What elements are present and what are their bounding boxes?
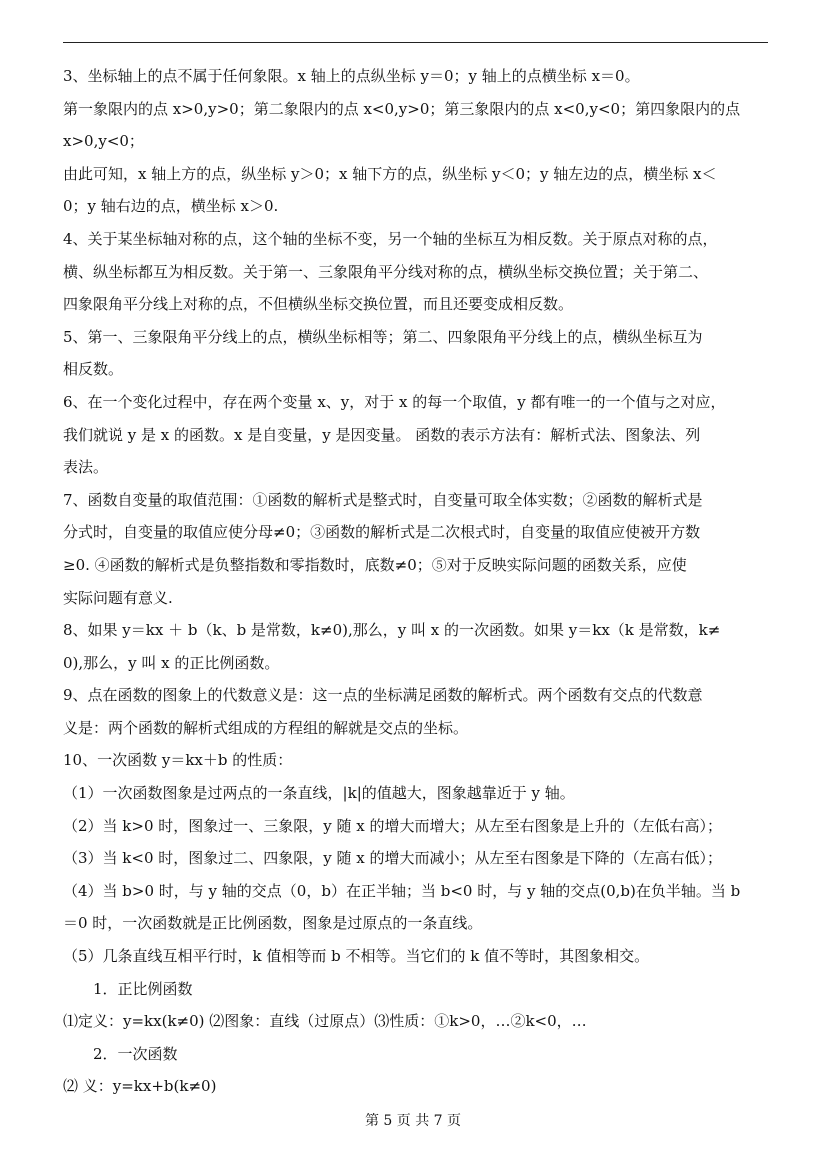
text-line: 横、纵坐标都互为相反数。关于第一、三象限角平分线对称的点，横纵坐标交换位置；关于第二、 — [63, 262, 709, 281]
text-line: 0；y 轴右边的点，横坐标 x＞0. — [63, 197, 279, 216]
text-line: 相反数。 — [63, 360, 124, 379]
section-heading: 1．正比例函数 — [93, 979, 193, 998]
text-line: 分式时，自变量的取值应使分母≠0；③函数的解析式是二次根式时，自变量的取值应使被开方数 — [63, 523, 701, 542]
text-line: 7、函数自变量的取值范围：①函数的解析式是整式时，自变量可取全体实数；②函数的解析式是 — [63, 490, 703, 509]
text-line: （4）当 b>0 时，与 y 轴的交点（0，b）在正半轴；当 b<0 时，与 y 轴的交点(0,b)在负半轴。当 b — [63, 881, 741, 900]
text-line: 10、一次函数 y＝kx＋b 的性质： — [63, 751, 293, 770]
text-line: 义是：两个函数的解析式组成的方程组的解就是交点的坐标。 — [63, 718, 469, 737]
text-line: （5）几条直线互相平行时，k 值相等而 b 不相等。当它们的 k 值不等时，其图象相交。 — [63, 947, 650, 966]
text-line: 第一象限内的点 x>0,y>0；第二象限内的点 x<0,y>0；第三象限内的点 x<0,y<0；第四象限内的点 — [63, 99, 741, 118]
text-line: ＝0 时，一次函数就是正比例函数，图象是过原点的一条直线。 — [63, 914, 483, 933]
text-line: 8、如果 y＝kx ＋ b（k、b 是常数，k≠0),那么，y 叫 x 的一次函数。如果 y＝kx（k 是常数，k≠ — [63, 621, 721, 640]
text-line: 四象限角平分线上对称的点，不但横纵坐标交换位置，而且还要变成相反数。 — [63, 295, 574, 314]
text-line: ⑴定义：y=kx(k≠0) ⑵图象：直线（过原点）⑶性质：①k>0，…②k<0，… — [63, 1012, 587, 1031]
text-line: （3）当 k<0 时，图象过二、四象限，y 随 x 的增大而减小；从左至右图象是下降的（左高右低）； — [63, 849, 723, 868]
text-line: 0),那么，y 叫 x 的正比例函数。 — [63, 653, 280, 672]
text-line: （2）当 k>0 时，图象过一、三象限，y 随 x 的增大而增大；从左至右图象是上升的（左低右高）； — [63, 816, 723, 835]
text-line: （1）一次函数图象是过两点的一条直线，|k|的值越大，图象越靠近于 y 轴。 — [63, 784, 575, 803]
body-text — [63, 60, 771, 1103]
text-line: x>0,y<0； — [63, 132, 144, 151]
header-rule — [63, 42, 768, 43]
text-line: 9、点在函数的图象上的代数意义是：这一点的坐标满足函数的解析式。两个函数有交点的代数意 — [63, 686, 703, 705]
text-line: ⑵ 义：y=kx+b(k≠0) — [63, 1077, 217, 1096]
text-line: 4、关于某坐标轴对称的点，这个轴的坐标不变，另一个轴的坐标互为相反数。关于原点对称的点， — [63, 229, 718, 248]
text-line: 我们就说 y 是 x 的函数。x 是自变量，y 是因变量。 函数的表示方法有：解析式法、图象法、列 — [63, 425, 701, 444]
text-line: 6、在一个变化过程中，存在两个变量 x、y，对于 x 的每一个取值，y 都有唯一的一个值与之对应， — [63, 392, 726, 411]
text-line: 表法。 — [63, 458, 109, 477]
text-line: ≥0. ④函数的解析式是负整指数和零指数时，底数≠0；⑤对于反映实际问题的函数关系，应使 — [63, 555, 687, 574]
text-line: 5、第一、三象限角平分线上的点，横纵坐标相等；第二、四象限角平分线上的点，横纵坐标互为 — [63, 327, 703, 346]
text-line: 实际问题有意义. — [63, 588, 173, 607]
section-heading: 2．一次函数 — [93, 1044, 178, 1063]
text-line: 3、坐标轴上的点不属于任何象限。x 轴上的点纵坐标 y＝0；y 轴上的点横坐标 x＝0。 — [63, 67, 640, 85]
page-number: 第 5 页 共 7 页 — [364, 1113, 462, 1129]
text-line: 由此可知，x 轴上方的点，纵坐标 y＞0；x 轴下方的点，纵坐标 y＜0；y 轴左边的点，横坐标 x＜ — [63, 164, 717, 183]
